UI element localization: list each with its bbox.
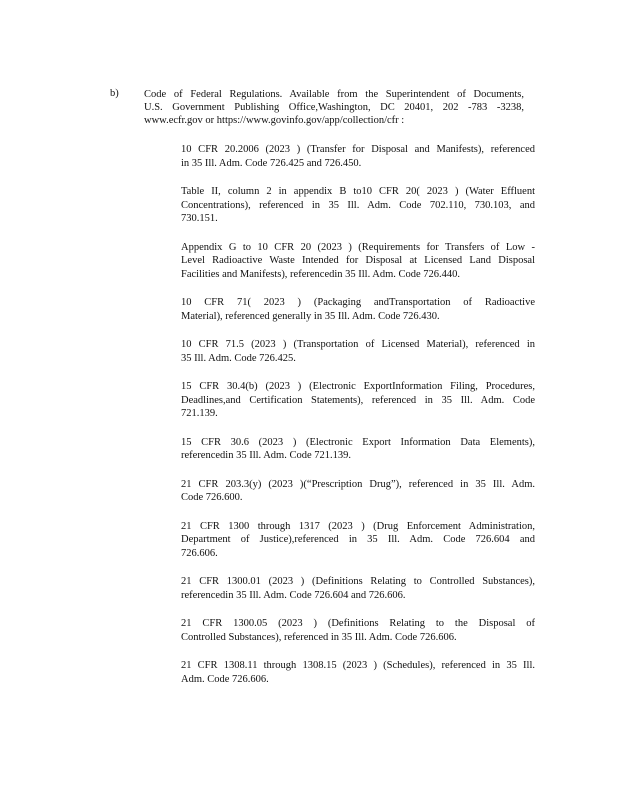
entry-line: 730.151. xyxy=(181,213,218,224)
reference-entry xyxy=(181,478,535,505)
entry-line: 21 CFR 1300.01 (2023 ) (Definitions Relating to Controlled Substances), xyxy=(181,576,535,587)
entry-line: 21 CFR 203.3(y) (2023 )(“Prescription Drug”), referenced in 35 Ill. Adm. xyxy=(181,478,535,490)
section-label: b) xyxy=(110,88,119,99)
entry-line: Level Radioactive Waste Intended for Disposal at Licensed Land Disposal xyxy=(181,255,535,266)
reference-entry xyxy=(181,338,535,365)
entry-line: 15 CFR 30.6 (2023 ) (Electronic Export Information Data Elements), xyxy=(181,436,535,448)
entry-line: 21 CFR 1300.05 (2023 ) (Definitions Relating to the Disposal of xyxy=(181,618,535,629)
entry-line: 21 CFR 1300 through 1317 (2023 ) (Drug Enforcement Administration, xyxy=(181,520,535,532)
reference-entry xyxy=(181,143,535,170)
entry-line: 721.139. xyxy=(181,408,218,419)
entry-line: Adm. Code 726.606. xyxy=(181,673,269,685)
entry-line: referencedin 35 Ill. Adm. Code 726.604 and 726.606. xyxy=(181,589,406,601)
entry-line: 35 Ill. Adm. Code 726.425. xyxy=(181,352,296,364)
entry-line: in 35 Ill. Adm. Code 726.425 and 726.450. xyxy=(181,157,362,169)
entry-line: Material), referenced generally in 35 Ill. Adm. Code 726.430. xyxy=(181,310,440,322)
entry-line: 21 CFR 1308.11 through 1308.15 (2023 ) (Schedules), referenced in 35 Ill. xyxy=(181,660,535,671)
entry-line: Code 726.600. xyxy=(181,492,243,503)
entry-line: referencedin 35 Ill. Adm. Code 721.139. xyxy=(181,450,351,461)
reference-entry xyxy=(181,617,535,644)
intro-line: U.S. Government Publishing Office,Washington, DC 20401, 202 -783 -3238, xyxy=(144,102,524,113)
reference-entry xyxy=(181,575,535,602)
entry-line: 726.606. xyxy=(181,547,218,559)
reference-entry xyxy=(181,241,535,282)
reference-entry xyxy=(181,296,535,323)
entry-line: Appendix G to 10 CFR 20 (2023 ) (Requirements for Transfers of Low - xyxy=(181,241,535,253)
intro-line: www.ecfr.gov or https://www.govinfo.gov/app/collection/cfr : xyxy=(144,115,405,126)
entry-line: Facilities and Manifests), referencedin 35 Ill. Adm. Code 726.440. xyxy=(181,268,461,280)
intro-paragraph xyxy=(144,88,524,127)
entry-line: 10 CFR 20.2006 (2023 ) (Transfer for Disposal and Manifests), referenced xyxy=(181,144,535,155)
reference-entry xyxy=(181,436,535,463)
reference-entry xyxy=(181,659,535,686)
entry-line: 10 CFR 71( 2023 ) (Packaging andTransportation of Radioactive xyxy=(181,297,535,308)
entry-line: Table II, column 2 in appendix B to10 CFR 20( 2023 ) (Water Effluent xyxy=(181,186,535,197)
entry-line: Controlled Substances), referenced in 35 Ill. Adm. Code 726.606. xyxy=(181,631,457,643)
entry-line: Concentrations), referenced in 35 Ill. Adm. Code 702.110, 730.103, and xyxy=(181,199,535,211)
entry-line: Department of Justice),referenced in 35 Ill. Adm. Code 726.604 and xyxy=(181,534,535,545)
intro-line: Code of Federal Regulations. Available from the Superintendent of Documents, xyxy=(144,89,524,100)
reference-entry xyxy=(181,185,535,226)
reference-entry xyxy=(181,520,535,561)
entry-line: 15 CFR 30.4(b) (2023 ) (Electronic ExportInformation Filing, Procedures, xyxy=(181,381,535,392)
entry-line: 10 CFR 71.5 (2023 ) (Transportation of Licensed Material), referenced in xyxy=(181,339,535,350)
entry-line: Deadlines,and Certification Statements), referenced in 35 Ill. Adm. Code xyxy=(181,394,535,406)
reference-list xyxy=(181,143,535,701)
reference-entry xyxy=(181,380,535,421)
